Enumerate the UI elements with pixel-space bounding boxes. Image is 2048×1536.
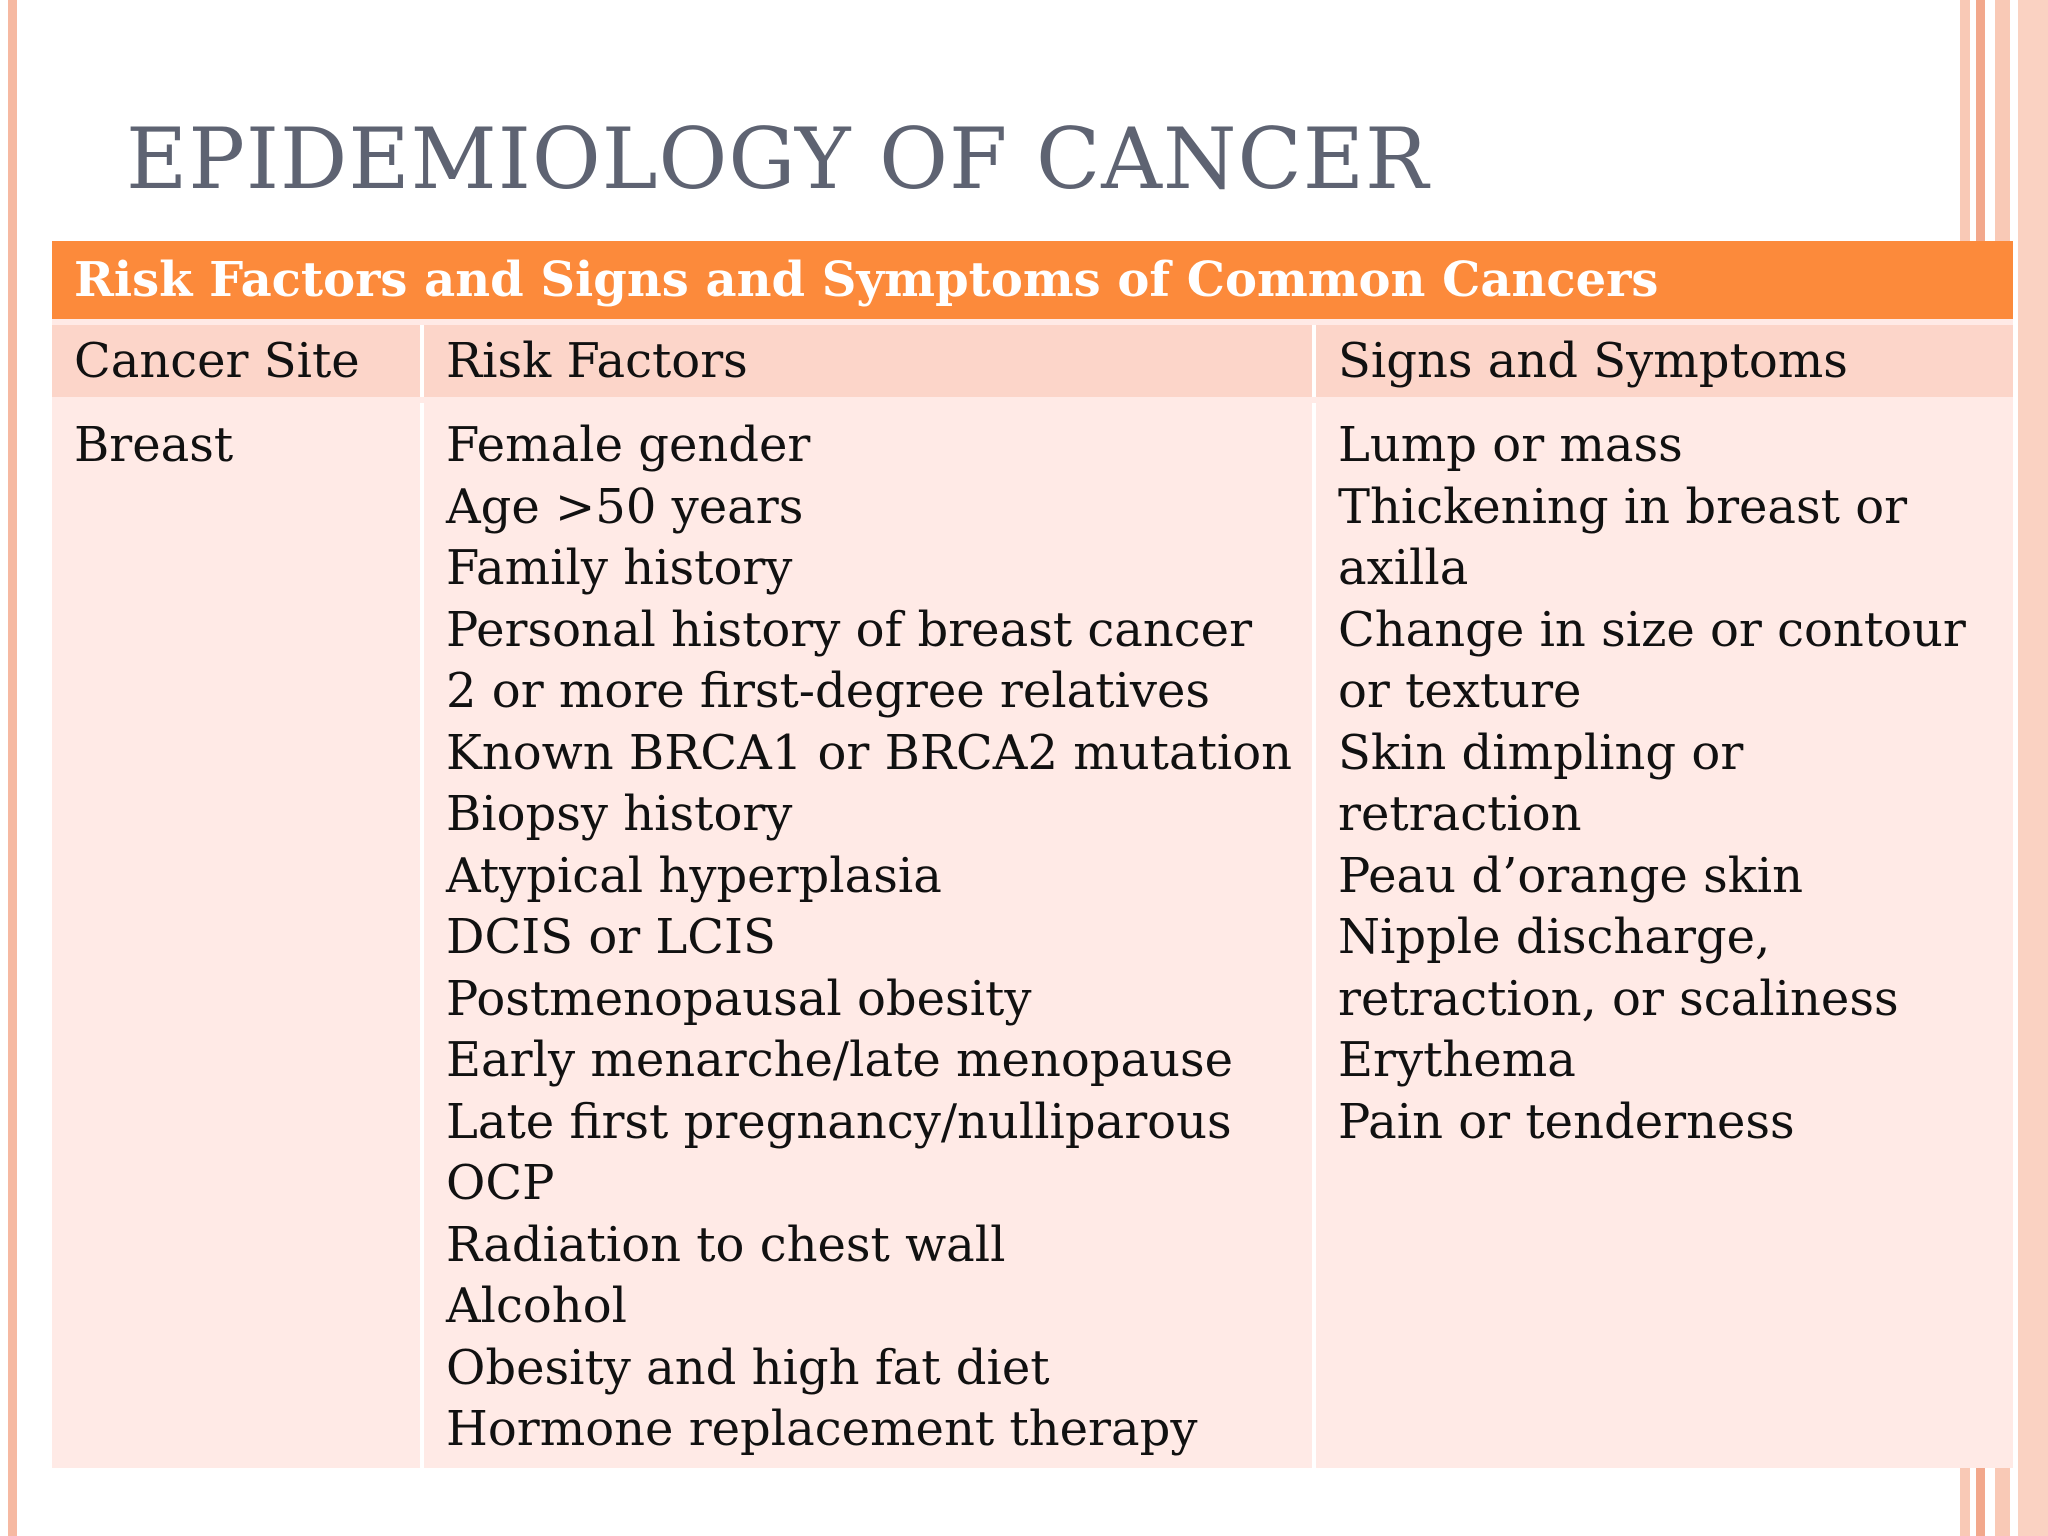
risk-factor-item: Known BRCA1 or BRCA2 mutation (446, 724, 1293, 781)
risk-factor-item: Hormone replacement therapy (446, 1401, 1198, 1457)
risk-factor-item: Radiation to chest wall (446, 1216, 1006, 1273)
risk-factor-item: Obesity and high fat diet (446, 1339, 1050, 1396)
risk-factor-item: Early menarche/late menopause (446, 1032, 1234, 1088)
symptom-item: Erythema (1338, 1032, 1576, 1088)
risk-factor-item: 2 or more first-degree relatives (446, 663, 1211, 719)
symptom-item: Lump or mass (1338, 417, 1683, 473)
risk-factor-item: Biopsy history (446, 786, 793, 842)
header-risk-factors: Risk Factors (420, 325, 1312, 397)
cancer-site-cell: Breast (74, 417, 234, 473)
risk-factor-item: DCIS or LCIS (446, 909, 776, 965)
risk-factor-item: OCP (446, 1155, 555, 1211)
risk-factor-item: Age >50 years (446, 478, 804, 535)
header-cancer-site: Cancer Site (74, 333, 360, 389)
table-caption: Risk Factors and Signs and Symptoms of Common Cancers (52, 241, 2013, 319)
symptom-item: Nipple discharge, retraction, or scaliness (1338, 909, 1899, 1027)
symptom-item: Change in size or contour or texture (1338, 601, 1966, 719)
symptom-item: Thickening in breast or axilla (1338, 478, 1908, 596)
risk-factor-item: Family history (446, 540, 793, 596)
left-border-stripe (8, 0, 17, 1536)
cancer-table (52, 241, 2013, 1468)
symptom-item: Skin dimpling or retraction (1338, 724, 1744, 842)
risk-factor-item: Female gender (446, 417, 811, 473)
risk-factor-item: Personal history of breast cancer (446, 601, 1253, 658)
risk-factor-item: Late first pregnancy/nulliparous (446, 1093, 1232, 1150)
table-row (52, 403, 2013, 1468)
slide-title: EPIDEMIOLOGY OF CANCER (126, 110, 1430, 208)
symptom-item: Peau d’orange skin (1338, 847, 1804, 904)
signs-and-symptoms-cell (1312, 403, 2013, 1468)
signs-and-symptoms-list (1338, 415, 2013, 1153)
risk-factors-cell (420, 403, 1312, 1468)
risk-factor-item: Postmenopausal obesity (446, 970, 1032, 1027)
header-signs-and-symptoms: Signs and Symptoms (1312, 325, 2013, 397)
risk-factors-list (446, 415, 1312, 1461)
risk-factor-item: Alcohol (446, 1278, 627, 1334)
table-header-row (52, 325, 2013, 397)
right-border-stripe (2018, 0, 2048, 1536)
risk-factor-item: Atypical hyperplasia (446, 847, 942, 904)
symptom-item: Pain or tenderness (1338, 1093, 1795, 1150)
